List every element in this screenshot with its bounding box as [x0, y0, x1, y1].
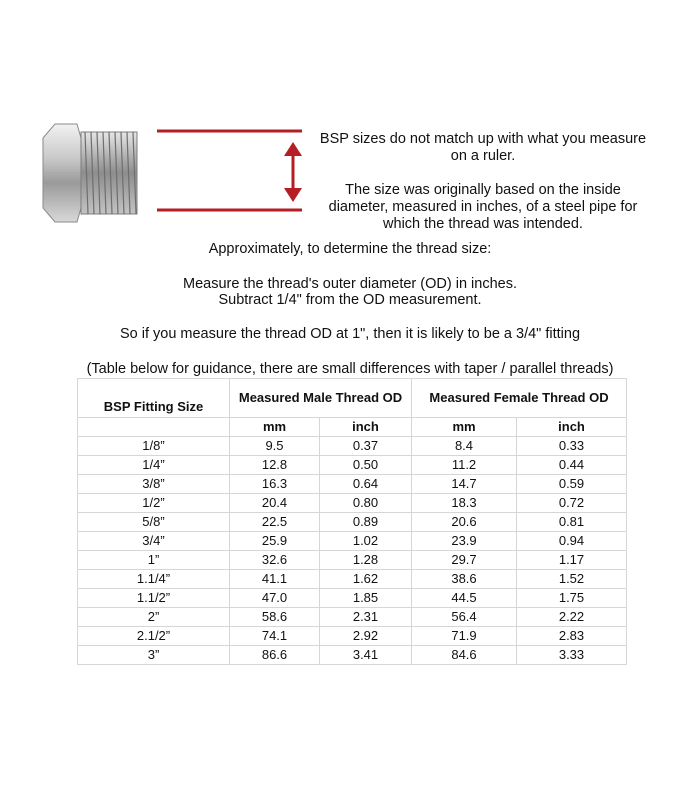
header-bsp-fitting-size: BSP Fitting Size [78, 379, 230, 418]
step-measure-text: Measure the thread's outer diameter (OD) in inches. [182, 276, 517, 292]
cell-size: 3/8” [78, 475, 230, 494]
example-note [40, 326, 660, 343]
cell-female-inch: 2.22 [517, 608, 627, 627]
cell-female-inch: 0.94 [517, 532, 627, 551]
cell-male-mm: 22.5 [230, 513, 320, 532]
cell-female-mm: 8.4 [412, 437, 517, 456]
header-male-thread-od: Measured Male Thread OD [230, 379, 412, 418]
cell-male-inch: 1.85 [320, 589, 412, 608]
cell-male-inch: 0.80 [320, 494, 412, 513]
approx-heading [40, 241, 660, 258]
intro-ruler-note: BSP sizes do not match up with what you measure on a ruler. [319, 131, 647, 164]
cell-female-mm: 84.6 [412, 646, 517, 665]
cell-male-inch: 0.89 [320, 513, 412, 532]
table-row [78, 513, 627, 532]
cell-size: 2” [78, 608, 230, 627]
intro-origin-note: The size was originally based on the inside diameter, measured in inches, of a steel pipe for which the thread was intended. [328, 182, 638, 232]
bsp-size-table [77, 378, 627, 665]
double-arrow-icon [284, 142, 302, 202]
cell-male-inch: 2.31 [320, 608, 412, 627]
cell-female-mm: 11.2 [412, 456, 517, 475]
cell-male-inch: 3.41 [320, 646, 412, 665]
table-row [78, 627, 627, 646]
cell-size: 1.1/2” [78, 589, 230, 608]
cell-male-inch: 0.64 [320, 475, 412, 494]
cell-size: 2.1/2” [78, 627, 230, 646]
header-unit-blank [78, 418, 230, 437]
guidance-note [40, 361, 660, 378]
table-unit-row [78, 418, 627, 437]
table-row [78, 494, 627, 513]
cell-female-mm: 71.9 [412, 627, 517, 646]
cell-male-mm: 74.1 [230, 627, 320, 646]
cell-female-mm: 20.6 [412, 513, 517, 532]
cell-male-inch: 1.62 [320, 570, 412, 589]
cell-female-mm: 38.6 [412, 570, 517, 589]
cell-female-inch: 1.75 [517, 589, 627, 608]
approx-text: Approximately, to determine the thread size: [208, 241, 492, 257]
cell-female-inch: 1.17 [517, 551, 627, 570]
cell-male-mm: 20.4 [230, 494, 320, 513]
cell-female-mm: 44.5 [412, 589, 517, 608]
cell-size: 3” [78, 646, 230, 665]
header-male-inch: inch [320, 418, 412, 437]
table-header-row [78, 379, 627, 418]
cell-female-inch: 3.33 [517, 646, 627, 665]
cell-male-inch: 1.28 [320, 551, 412, 570]
cell-female-inch: 2.83 [517, 627, 627, 646]
guidance-text: (Table below for guidance, there are small differences with taper / parallel threads) [86, 361, 614, 377]
cell-male-mm: 58.6 [230, 608, 320, 627]
hex-plug-icon [43, 124, 137, 222]
header-male-mm: mm [230, 418, 320, 437]
cell-female-mm: 18.3 [412, 494, 517, 513]
header-female-thread-od: Measured Female Thread OD [412, 379, 627, 418]
cell-male-mm: 86.6 [230, 646, 320, 665]
cell-female-inch: 1.52 [517, 570, 627, 589]
bsp-fitting-illustration [35, 118, 305, 228]
step-measure [40, 276, 660, 293]
cell-male-mm: 12.8 [230, 456, 320, 475]
cell-male-mm: 47.0 [230, 589, 320, 608]
cell-female-inch: 0.59 [517, 475, 627, 494]
table-row [78, 570, 627, 589]
cell-male-inch: 0.37 [320, 437, 412, 456]
cell-female-mm: 56.4 [412, 608, 517, 627]
header-female-inch: inch [517, 418, 627, 437]
cell-male-mm: 25.9 [230, 532, 320, 551]
cell-female-inch: 0.72 [517, 494, 627, 513]
cell-size: 1” [78, 551, 230, 570]
table-row [78, 646, 627, 665]
cell-male-inch: 1.02 [320, 532, 412, 551]
cell-size: 3/4” [78, 532, 230, 551]
intro-text [318, 131, 648, 233]
example-text: So if you measure the thread OD at 1", then it is likely to be a 3/4" fitting [119, 326, 581, 342]
header-female-mm: mm [412, 418, 517, 437]
step-subtract [40, 292, 660, 309]
table-row [78, 456, 627, 475]
cell-size: 1/8” [78, 437, 230, 456]
cell-size: 1/4” [78, 456, 230, 475]
table-row [78, 589, 627, 608]
cell-size: 1.1/4” [78, 570, 230, 589]
step-subtract-text: Subtract 1/4" from the OD measurement. [218, 292, 482, 308]
cell-female-inch: 0.81 [517, 513, 627, 532]
cell-male-mm: 32.6 [230, 551, 320, 570]
cell-female-mm: 23.9 [412, 532, 517, 551]
cell-male-mm: 9.5 [230, 437, 320, 456]
cell-female-mm: 14.7 [412, 475, 517, 494]
table-row [78, 437, 627, 456]
cell-male-mm: 41.1 [230, 570, 320, 589]
cell-size: 1/2” [78, 494, 230, 513]
cell-female-inch: 0.44 [517, 456, 627, 475]
table-row [78, 551, 627, 570]
table-row [78, 532, 627, 551]
cell-male-inch: 2.92 [320, 627, 412, 646]
table-row [78, 608, 627, 627]
cell-size: 5/8” [78, 513, 230, 532]
cell-female-inch: 0.33 [517, 437, 627, 456]
cell-male-inch: 0.50 [320, 456, 412, 475]
cell-female-mm: 29.7 [412, 551, 517, 570]
table-row [78, 475, 627, 494]
cell-male-mm: 16.3 [230, 475, 320, 494]
